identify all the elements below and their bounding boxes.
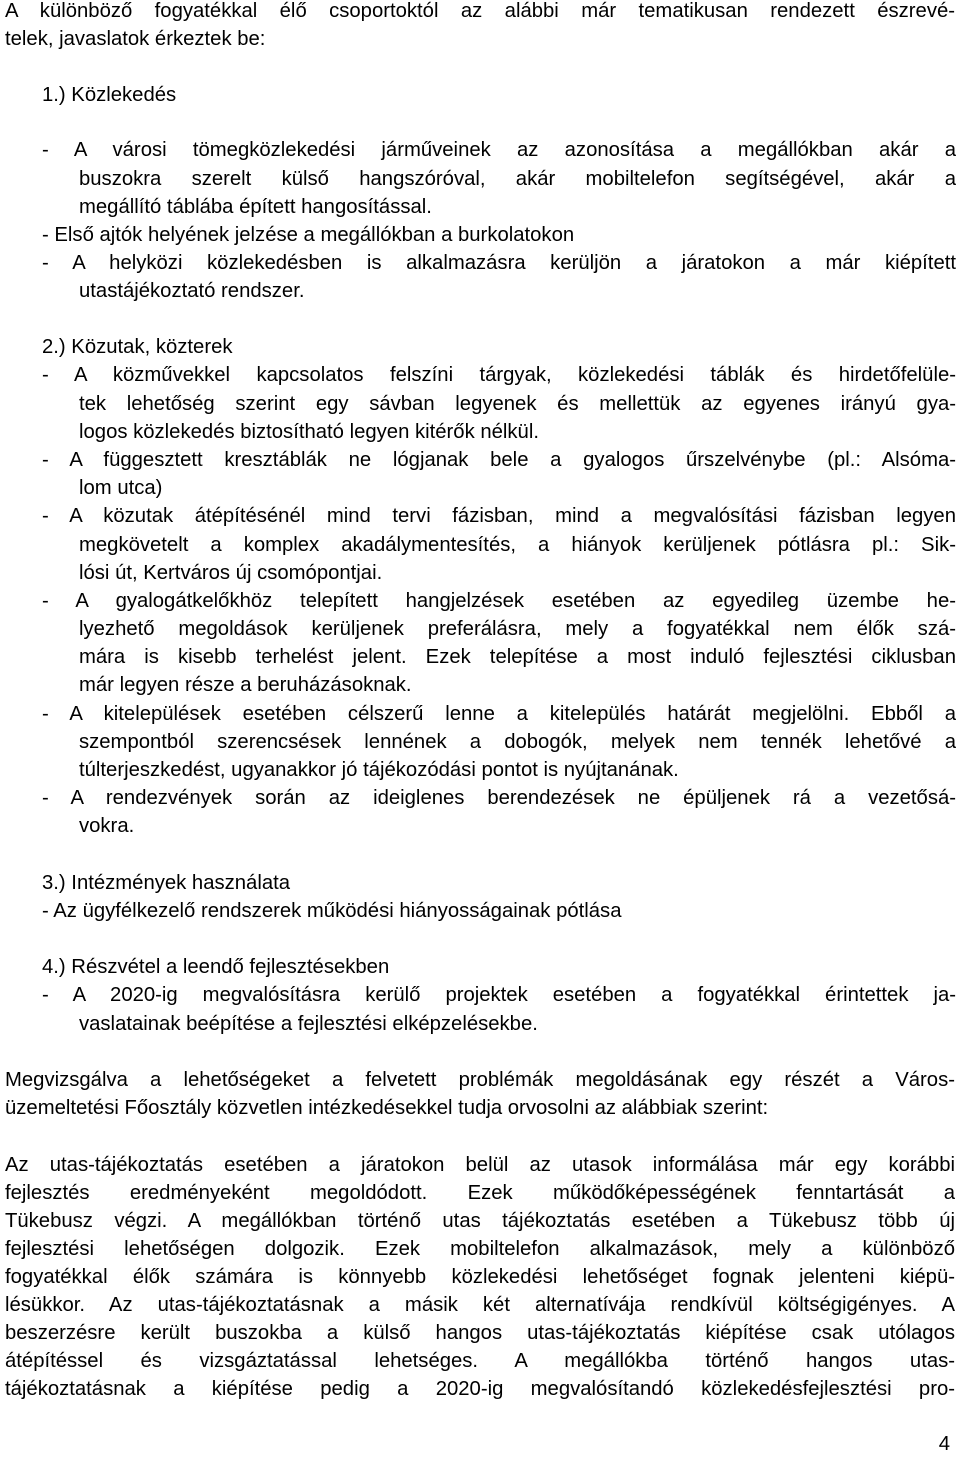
paragraph-2-line-5: fogyatékkal élők számára is könnyebb közlekedési lehetőséget fognak jelenteni kiépü- <box>5 1266 955 1288</box>
section-3-heading: 3.) Intézmények használata <box>42 872 291 894</box>
section-1-line-3: megállító táblába épített hangosítással. <box>79 196 432 218</box>
paragraph-2-line-3: Tükebusz végzi. A megállókban történő utas tájékoztatás esetében a Tükebusz több új <box>5 1210 955 1232</box>
section-2-line-14: szempontból szerencsések lennének a dobogók, melyek nem tennék lehetővé a <box>79 731 956 753</box>
intro-line-2: telek, javaslatok érkeztek be: <box>5 28 266 50</box>
paragraph-2-line-4: fejlesztési lehetőségen dolgozik. Ezek mobiltelefon alkalmazások, mely a különböző <box>5 1238 955 1260</box>
section-2-line-12: már legyen része a beruházásoknak. <box>79 674 412 696</box>
paragraph-2-line-1: Az utas-tájékoztatás esetében a járatokon belül az utasok informálása már egy korábbi <box>5 1154 955 1176</box>
section-1-line-2: buszokra szerelt külső hangszóróval, akár mobiltelefon segítségével, akár a <box>79 168 956 190</box>
section-1-line-1: - A városi tömegközlekedési járműveinek az azonosítása a megállókban akár a <box>42 139 956 161</box>
section-2-line-13: - A kitelepülések esetében célszerű lenne a kitelepülés határát megjelölni. Ebből a <box>42 703 956 725</box>
paragraph-1-line-1: Megvizsgálva a lehetőségeket a felvetett problémák megoldásának egy részét a Város- <box>5 1069 955 1091</box>
section-2-line-16: - A rendezvények során az ideiglenes berendezések ne épüljenek rá a vezetősá- <box>42 787 956 809</box>
intro-line-1: A különböző fogyatékkal élő csoportoktól az alábbi már tematikusan rendezett észrevé- <box>5 0 955 22</box>
section-2-line-7: megkövetelt a komplex akadálymentesítés, a hiányok kerüljenek pótlásra pl.: Sik- <box>79 534 956 556</box>
section-3-line-1: - Az ügyfélkezelő rendszerek működési hiányosságainak pótlása <box>42 900 622 922</box>
section-2-line-10: lyezhető megoldások kerüljenek preferálásra, mely a fogyatékkal nem élők szá- <box>79 618 956 640</box>
section-4-line-1: - A 2020-ig megvalósításra kerülő projektek esetében a fogyatékkal érintettek ja- <box>42 984 956 1006</box>
section-2-line-6: - A közutak átépítésénél mind tervi fázisban, mind a megvalósítási fázisban legyen <box>42 505 956 527</box>
section-4-line-2: vaslatainak beépítése a fejlesztési elképzelésekbe. <box>79 1013 538 1035</box>
section-2-line-1: - A közművekkel kapcsolatos felszíni tárgyak, közlekedési táblák és hirdetőfelüle- <box>42 364 956 386</box>
paragraph-1-line-2: üzemeltetési Főosztály közvetlen intézkedésekkel tudja orvosolni az alábbiak szerint: <box>5 1097 769 1119</box>
section-2-line-5: lom utca) <box>79 477 163 499</box>
section-2-line-8: lósi út, Kertváros új csomópontjai. <box>79 562 383 584</box>
section-1-line-4: - Első ajtók helyének jelzése a megállókban a burkolatokon <box>42 224 575 246</box>
section-2-line-3: logos közlekedés biztosítható legyen kitérők nélkül. <box>79 421 539 443</box>
section-1-line-5: - A helyközi közlekedésben is alkalmazásra kerüljön a járatokon a már kiépített <box>42 252 956 274</box>
section-2-line-15: túlterjeszkedést, ugyanakkor jó tájékozódási pontot is nyújtanának. <box>79 759 679 781</box>
section-1-heading: 1.) Közlekedés <box>42 84 177 106</box>
paragraph-2-line-6: lésükkor. Az utas-tájékoztatásnak a másik két alternatívája rendkívül költségigényes. A <box>5 1294 955 1316</box>
page-number: 4 <box>938 1433 950 1455</box>
paragraph-2-line-2: fejlesztés eredményeként megoldódott. Ezek működőképességének fenntartását a <box>5 1182 955 1204</box>
paragraph-2-line-8: átépítéssel és vizsgáztatással lehetséges. A megállókba történő hangos utas- <box>5 1350 955 1372</box>
section-1-line-6: utastájékoztató rendszer. <box>79 280 305 302</box>
section-2-line-2: tek lehetőség szerint egy sávban legyenek és mellettük az egyenes irányú gya- <box>79 393 956 415</box>
paragraph-2-line-7: beszerzésre került buszokba a külső hangos utas-tájékoztatás kiépítése csak utólagos <box>5 1322 955 1344</box>
section-2-heading: 2.) Közutak, közterek <box>42 336 233 358</box>
section-2-line-9: - A gyalogátkelőkhöz telepített hangjelzések esetében az egyedileg üzembe he- <box>42 590 956 612</box>
section-4-heading: 4.) Részvétel a leendő fejlesztésekben <box>42 956 390 978</box>
paragraph-2-line-9: tájékoztatásnak a kiépítése pedig a 2020-ig megvalósítandó közlekedésfejlesztési pro- <box>5 1378 955 1400</box>
section-2-line-17: vokra. <box>79 815 135 837</box>
section-2-line-11: mára is kisebb terhelést jelent. Ezek telepítése a most induló fejlesztési ciklusban <box>79 646 956 668</box>
section-2-line-4: - A függesztett kresztáblák ne lógjanak bele a gyalogos űrszelvénybe (pl.: Alsóma- <box>42 449 956 471</box>
